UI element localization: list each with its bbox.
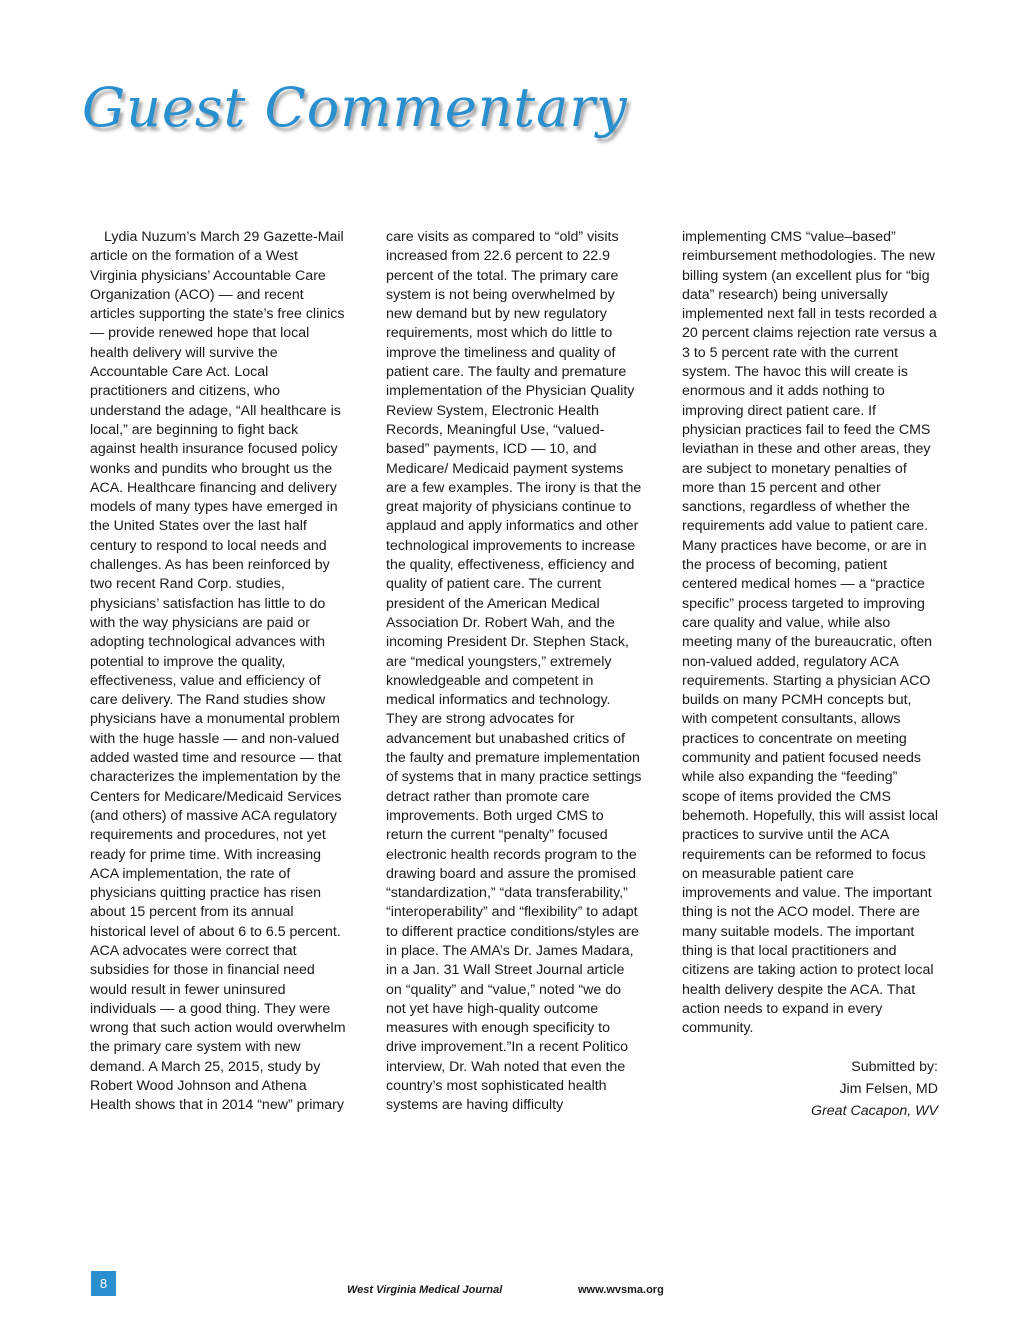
website-link[interactable]: www.wvsma.org [578, 1284, 664, 1296]
article-column-1 [90, 228, 346, 1122]
article-column-2 [386, 228, 642, 1122]
submitted-by-label: Submitted by: [851, 1059, 938, 1076]
page-number-badge: 8 [91, 1271, 116, 1296]
section-title: Guest Commentary [82, 76, 628, 139]
signature-block [682, 1056, 938, 1122]
article-column-3 [682, 228, 938, 1122]
article-text-column-2: care visits as compared to “old” visits increased from 22.6 percent to 22.9 percent of the total. The primary care system is not being overwhelmed by new demand but by new regulatory requirements, most which do little to improve the timeliness and quality of patient care. The faulty and premature implementation of the Physician Quality Review System, Electronic Health Records, Meaningful Use, “valued-based” payments, ICD — 10, and Medicare/ Medicaid payment systems are a few examples. The irony is that the great majority of physicians continue to applaud and apply informatics and other technological improvements to increase the quality, effectiveness, efficiency and quality of patient care. The current president of the American Medical Association Dr. Robert Wah, and the incoming President Dr. Stephen Stack, are “medical youngsters,” extremely knowledgeable and competent in medical informatics and technology. They are strong advocates for advancement but unabashed critics of the faulty and premature implementation of systems that in many practice settings detract rather than promote care improvements. Both urged CMS to return the current “penalty” focused electronic health records program to the drawing board and assure the promised “standardization,” “data transferability,” “interoperability” and “flexibility” to adapt to different practice conditions/styles are in place. The AMA’s Dr. James Madara, in a Jan. 31 Wall Street Journal article on “quality” and “value,” noted “we do not yet have high-quality outcome measures with enough specificity to drive improvement.”In a recent Politico interview, Dr. Wah noted that even the country’s most sophisticated health systems are having difficulty [386, 229, 642, 1114]
journal-name: West Virginia Medical Journal [347, 1284, 503, 1296]
article-text-column-3: implementing CMS “value–based” reimbursement methodologies. The new billing system (an excellent plus for “big data” research) being universally implemented next fall in tests recorded a 20 percent claims rejection rate versus a 3 to 5 percent rate with the current system. The havoc this will create is enormous and it adds nothing to improving direct patient care. If physician practices fail to feed the CMS leviathan in these and other areas, they are subject to monetary penalties of more than 15 percent and other sanctions, regardless of whether the requirements add value to patient care. Many practices have become, or are in the process of becoming, patient centered medical homes — a “practice specific” process targeted to improving care quality and value, while also meeting many of the bureaucratic, often non-valued added, regulatory ACA requirements. Starting a physician ACO builds on many PCMH concepts but, with competent consultants, allows practices to concentrate on meeting community and patient focused needs while also expanding the “feeding” scope of items provided the CMS behemoth. Hopefully, this will assist local practices to survive until the ACA requirements can be reformed to focus on measurable patient care improvements and value. The important thing is not the ACO model. There are many suitable models. The important thing is that local practitioners and citizens are taking action to protect local health delivery despite the ACA. That action needs to expand in every community. [682, 229, 939, 1037]
author-location: Great Cacapon, WV [811, 1103, 938, 1120]
article-body [90, 228, 938, 1122]
author-name: Jim Felsen, MD [839, 1081, 938, 1098]
article-text-column-1: Lydia Nuzum’s March 29 Gazette-Mail article on the formation of a West Virginia physicians’ Accountable Care Organization (ACO) — and recent articles supporting the state’s free clinics — provide renewed hope that local health delivery will survive the Accountable Care Act. Local practitioners and citizens, who understand the adage, “All healthcare is local,” are beginning to fight back against health insurance focused policy wonks and pundits who brought us the ACA. Healthcare financing and delivery models of many types have emerged in the United States over the last half century to respond to local needs and challenges. As has been reinforced by two recent Rand Corp. studies, physicians’ satisfaction has little to do with the way physicians are paid or adopting technological advances with potential to improve the quality, effectiveness, value and efficiency of care delivery. The Rand studies show physicians have a monumental problem with the huge hassle — and non-valued added wasted time and resource — that characterizes the implementation by the Centers for Medicare/Medicaid Services (and others) of massive ACA regulatory requirements and procedures, not yet ready for prime time. With increasing ACA implementation, the rate of physicians quitting practice has risen about 15 percent from its annual historical level of about 6 to 6.5 percent. ACA advocates were correct that subsidies for those in financial need would result in fewer uninsured individuals — a good thing. They were wrong that such action would overwhelm the primary care system with new demand. A March 25, 2015, study by Robert Wood Johnson and Athena Health shows that in 2014 “new” primary [90, 229, 346, 1114]
page-header [82, 48, 628, 168]
